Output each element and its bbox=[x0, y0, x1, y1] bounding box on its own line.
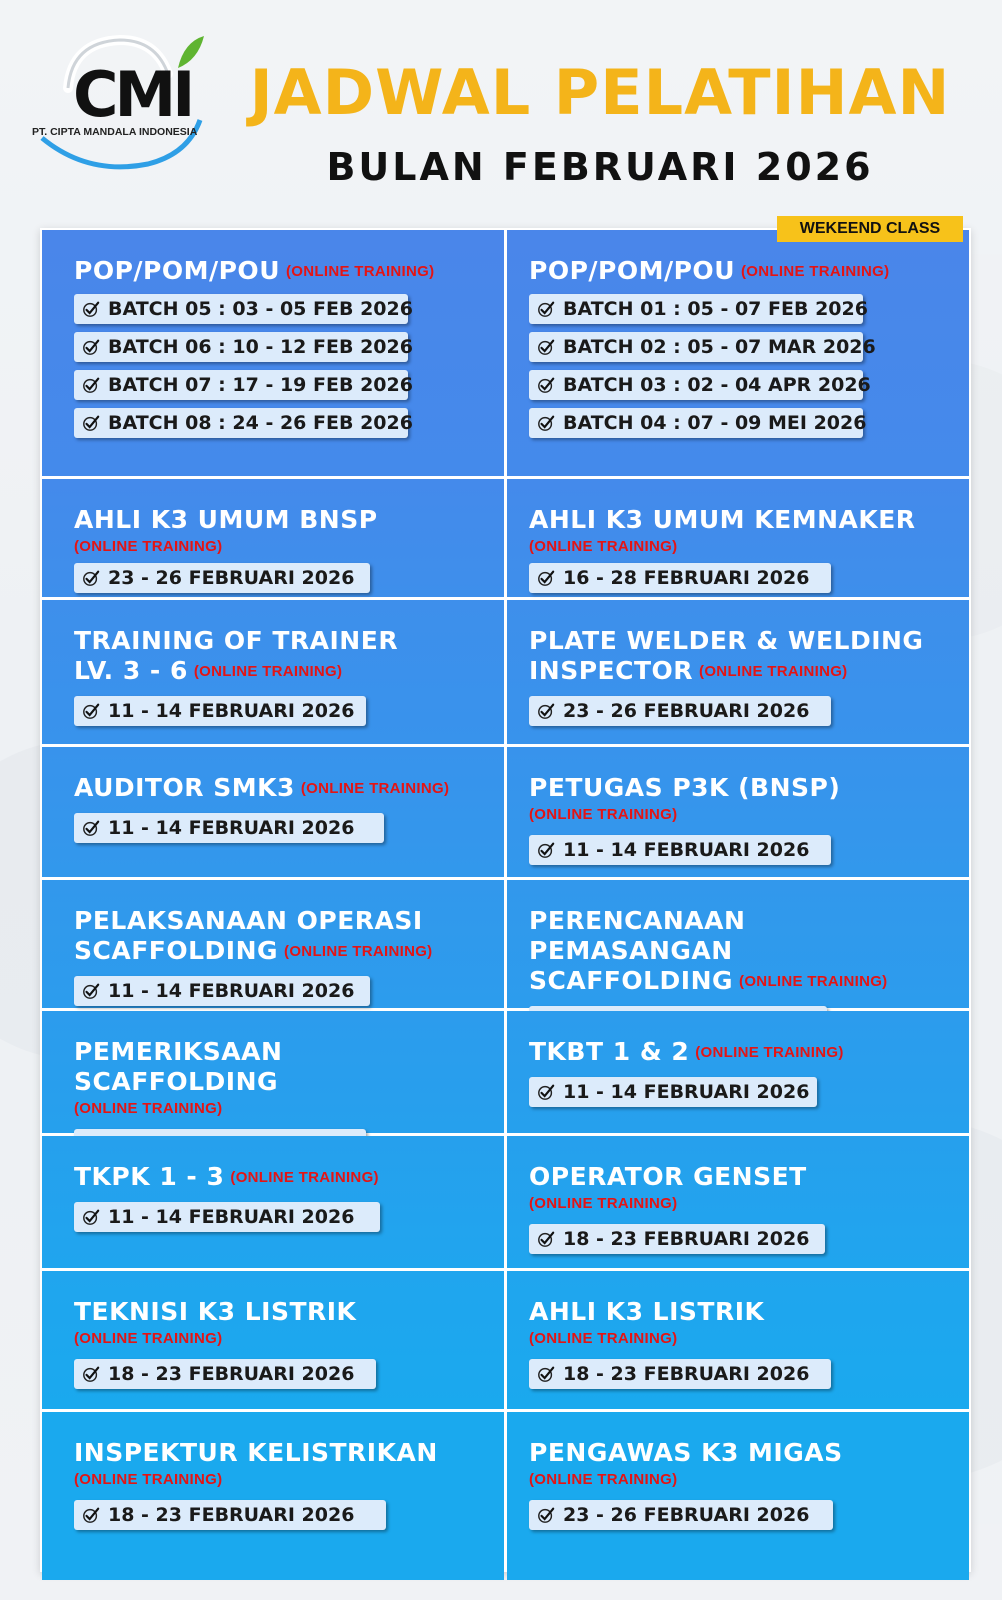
course-cell bbox=[42, 600, 504, 744]
course-title bbox=[529, 906, 949, 996]
check-icon bbox=[537, 569, 555, 587]
online-training-label: (ONLINE TRAINING) bbox=[529, 1471, 678, 1488]
date-list bbox=[74, 976, 484, 1006]
check-icon bbox=[537, 841, 555, 859]
course-title bbox=[74, 626, 484, 686]
course-title-text: PENGAWAS K3 MIGAS bbox=[529, 1438, 843, 1467]
course-title-text: OPERATOR GENSET bbox=[529, 1162, 807, 1191]
date-text: 11 - 14 FEBRUARI 2026 bbox=[108, 980, 355, 1002]
course-title-text: PEMERIKSAAN SCAFFOLDING bbox=[74, 1037, 283, 1096]
course-cell bbox=[42, 1136, 504, 1268]
course-title bbox=[74, 1162, 484, 1192]
date-pill bbox=[74, 563, 370, 593]
date-list bbox=[529, 563, 949, 593]
course-cell bbox=[42, 1412, 504, 1580]
weekend-class-badge: WEKEEND CLASS bbox=[777, 216, 963, 242]
header bbox=[0, 0, 1002, 220]
date-text: BATCH 06 : 10 - 12 FEB 2026 bbox=[108, 336, 413, 358]
company-name: PT. CIPTA MANDALA INDONESIA bbox=[32, 126, 198, 138]
course-title bbox=[74, 256, 484, 286]
check-icon bbox=[82, 819, 100, 837]
online-training-label: (ONLINE TRAINING) bbox=[739, 973, 888, 990]
date-pill bbox=[529, 1077, 817, 1107]
course-cell bbox=[507, 479, 969, 597]
online-training-label: (ONLINE TRAINING) bbox=[286, 263, 435, 280]
date-text: BATCH 03 : 02 - 04 APR 2026 bbox=[563, 374, 871, 396]
online-training-label: (ONLINE TRAINING) bbox=[695, 1044, 844, 1061]
date-pill bbox=[529, 696, 831, 726]
course-title-line2 bbox=[529, 966, 949, 996]
course-title-text: INSPEKTUR KELISTRIKAN bbox=[74, 1438, 438, 1467]
course-title-line1: PELAKSANAAN OPERASI bbox=[74, 906, 423, 935]
page-title: JADWAL PELATIHAN bbox=[249, 56, 951, 129]
date-pill bbox=[529, 1500, 833, 1530]
course-cell bbox=[42, 230, 504, 476]
date-list bbox=[74, 1202, 484, 1232]
logo-letters: CMI bbox=[73, 58, 192, 131]
online-training-label: (ONLINE TRAINING) bbox=[529, 1330, 678, 1347]
check-icon bbox=[537, 1083, 555, 1101]
date-text: BATCH 04 : 07 - 09 MEI 2026 bbox=[563, 412, 867, 434]
check-icon bbox=[82, 982, 100, 1000]
course-title-line1: PLATE WELDER & WELDING bbox=[529, 626, 924, 655]
online-training-label: (ONLINE TRAINING) bbox=[74, 1100, 223, 1117]
company-logo bbox=[28, 28, 218, 178]
course-title-text: POP/POM/POU bbox=[529, 256, 735, 285]
course-title bbox=[529, 626, 949, 686]
date-text: BATCH 08 : 24 - 26 FEB 2026 bbox=[108, 412, 413, 434]
course-title bbox=[74, 906, 484, 966]
page-subtitle: BULAN FEBRUARI 2026 bbox=[326, 145, 874, 189]
online-training-label: (ONLINE TRAINING) bbox=[74, 1471, 223, 1488]
course-cell bbox=[42, 880, 504, 1008]
date-list bbox=[529, 1359, 949, 1389]
date-pill bbox=[74, 294, 413, 324]
online-training-label: (ONLINE TRAINING) bbox=[300, 780, 450, 797]
check-icon bbox=[82, 1506, 100, 1524]
online-training-label: (ONLINE TRAINING) bbox=[74, 1330, 223, 1347]
course-title-text: AUDITOR SMK3 bbox=[74, 773, 295, 802]
date-text: BATCH 05 : 03 - 05 FEB 2026 bbox=[108, 298, 413, 320]
date-pill bbox=[529, 332, 876, 362]
check-icon bbox=[537, 414, 555, 432]
date-text: BATCH 01 : 05 - 07 FEB 2026 bbox=[563, 298, 868, 320]
online-training-label: (ONLINE TRAINING) bbox=[74, 538, 223, 555]
course-title-line2-text: SCAFFOLDING bbox=[529, 966, 734, 995]
course-cell bbox=[507, 880, 969, 1008]
date-pill bbox=[74, 976, 370, 1006]
date-pill bbox=[74, 370, 413, 400]
course-title-line2-text: INSPECTOR bbox=[529, 656, 694, 685]
check-icon bbox=[82, 702, 100, 720]
course-title-line2 bbox=[529, 656, 949, 686]
date-pill bbox=[529, 835, 831, 865]
online-training-label: (ONLINE TRAINING) bbox=[529, 1195, 678, 1212]
course-title-text: POP/POM/POU bbox=[74, 256, 280, 285]
course-title bbox=[529, 1297, 949, 1327]
date-list bbox=[529, 294, 949, 438]
date-text: 23 - 26 FEBRUARI 2026 bbox=[563, 700, 810, 722]
date-text: 23 - 26 FEBRUARI 2026 bbox=[108, 567, 355, 589]
course-cell bbox=[42, 747, 504, 877]
course-title bbox=[529, 505, 949, 535]
date-text: 18 - 23 FEBRUARI 2026 bbox=[108, 1363, 355, 1385]
check-icon bbox=[82, 1365, 100, 1383]
date-text: 18 - 23 FEBRUARI 2026 bbox=[563, 1363, 810, 1385]
course-title bbox=[74, 505, 484, 535]
course-cell bbox=[42, 479, 504, 597]
date-pill bbox=[529, 1224, 825, 1254]
course-title-line2 bbox=[74, 936, 484, 966]
schedule-grid bbox=[40, 228, 971, 1572]
date-text: 11 - 14 FEBRUARI 2026 bbox=[563, 839, 810, 861]
course-title bbox=[529, 1037, 949, 1067]
check-icon bbox=[537, 1230, 555, 1248]
date-pill bbox=[529, 294, 868, 324]
date-list bbox=[529, 696, 949, 726]
course-cell bbox=[42, 1271, 504, 1409]
online-training-label: (ONLINE TRAINING) bbox=[193, 663, 343, 680]
date-list bbox=[74, 294, 484, 438]
online-training-label: (ONLINE TRAINING) bbox=[230, 1169, 379, 1186]
course-title bbox=[74, 1037, 484, 1097]
check-icon bbox=[82, 414, 100, 432]
course-title-text: TEKNISI K3 LISTRIK bbox=[74, 1297, 357, 1326]
check-icon bbox=[537, 1365, 555, 1383]
date-list bbox=[74, 813, 484, 843]
date-text: 11 - 14 FEBRUARI 2026 bbox=[563, 1081, 810, 1103]
course-cell bbox=[42, 1011, 504, 1133]
course-title-line1: TRAINING OF TRAINER bbox=[74, 626, 399, 655]
course-title bbox=[74, 1297, 484, 1327]
date-list bbox=[529, 1077, 949, 1107]
date-list bbox=[529, 1224, 949, 1254]
course-title bbox=[529, 773, 949, 803]
course-title bbox=[74, 1438, 484, 1468]
date-list bbox=[74, 1359, 484, 1389]
date-list bbox=[74, 696, 484, 726]
course-title-text: AHLI K3 UMUM KEMNAKER bbox=[529, 505, 916, 534]
course-cell bbox=[507, 1412, 969, 1580]
check-icon bbox=[82, 1208, 100, 1226]
course-cell bbox=[507, 1271, 969, 1409]
date-text: 16 - 28 FEBRUARI 2026 bbox=[563, 567, 810, 589]
date-list bbox=[74, 563, 484, 593]
date-text: 11 - 14 FEBRUARI 2026 bbox=[108, 700, 355, 722]
date-text: 11 - 14 FEBRUARI 2026 bbox=[108, 817, 355, 839]
date-pill bbox=[529, 563, 831, 593]
date-pill bbox=[74, 408, 413, 438]
course-title bbox=[529, 1162, 949, 1192]
date-text: 18 - 23 FEBRUARI 2026 bbox=[563, 1228, 810, 1250]
date-list bbox=[74, 1500, 484, 1530]
date-pill bbox=[529, 370, 871, 400]
date-text: 11 - 14 FEBRUARI 2026 bbox=[108, 1206, 355, 1228]
date-pill bbox=[74, 1359, 376, 1389]
check-icon bbox=[537, 376, 555, 394]
check-icon bbox=[537, 702, 555, 720]
course-cell bbox=[507, 1011, 969, 1133]
course-title-text: TKPK 1 - 3 bbox=[74, 1162, 225, 1191]
date-pill bbox=[529, 408, 867, 438]
course-title-text: AHLI K3 LISTRIK bbox=[529, 1297, 765, 1326]
check-icon bbox=[537, 1506, 555, 1524]
online-training-label: (ONLINE TRAINING) bbox=[529, 538, 678, 555]
date-text: BATCH 07 : 17 - 19 FEB 2026 bbox=[108, 374, 413, 396]
course-title-line2-text: SCAFFOLDING bbox=[74, 936, 279, 965]
date-text: 18 - 23 FEBRUARI 2026 bbox=[108, 1504, 355, 1526]
course-title bbox=[529, 256, 949, 286]
course-cell bbox=[507, 747, 969, 877]
check-icon bbox=[82, 300, 100, 318]
online-training-label: (ONLINE TRAINING) bbox=[284, 943, 433, 960]
check-icon bbox=[82, 376, 100, 394]
check-icon bbox=[82, 569, 100, 587]
online-training-label: (ONLINE TRAINING) bbox=[529, 806, 678, 823]
date-text: BATCH 02 : 05 - 07 MAR 2026 bbox=[563, 336, 876, 358]
date-pill bbox=[74, 332, 413, 362]
course-title-text: AHLI K3 UMUM BNSP bbox=[74, 505, 378, 534]
course-title bbox=[529, 1438, 949, 1468]
course-cell bbox=[507, 600, 969, 744]
online-training-label: (ONLINE TRAINING) bbox=[741, 263, 890, 280]
date-pill bbox=[74, 696, 366, 726]
course-title-line2-text: LV. 3 - 6 bbox=[74, 656, 188, 685]
date-text: 23 - 26 FEBRUARI 2026 bbox=[563, 1504, 810, 1526]
date-pill bbox=[74, 1202, 380, 1232]
course-title-text: PETUGAS P3K (BNSP) bbox=[529, 773, 841, 802]
course-cell bbox=[507, 230, 969, 476]
online-training-label: (ONLINE TRAINING) bbox=[699, 663, 848, 680]
course-title bbox=[74, 773, 484, 803]
check-icon bbox=[537, 338, 555, 356]
check-icon bbox=[82, 338, 100, 356]
course-cell bbox=[507, 1136, 969, 1268]
course-title-line2 bbox=[74, 656, 484, 686]
course-title-text: TKBT 1 & 2 bbox=[529, 1037, 690, 1066]
date-list bbox=[529, 835, 949, 865]
date-pill bbox=[74, 1500, 386, 1530]
date-list bbox=[529, 1500, 949, 1530]
check-icon bbox=[537, 300, 555, 318]
date-pill bbox=[74, 813, 384, 843]
date-pill bbox=[529, 1359, 831, 1389]
course-title-line1: PERENCANAAN PEMASANGAN bbox=[529, 906, 746, 965]
